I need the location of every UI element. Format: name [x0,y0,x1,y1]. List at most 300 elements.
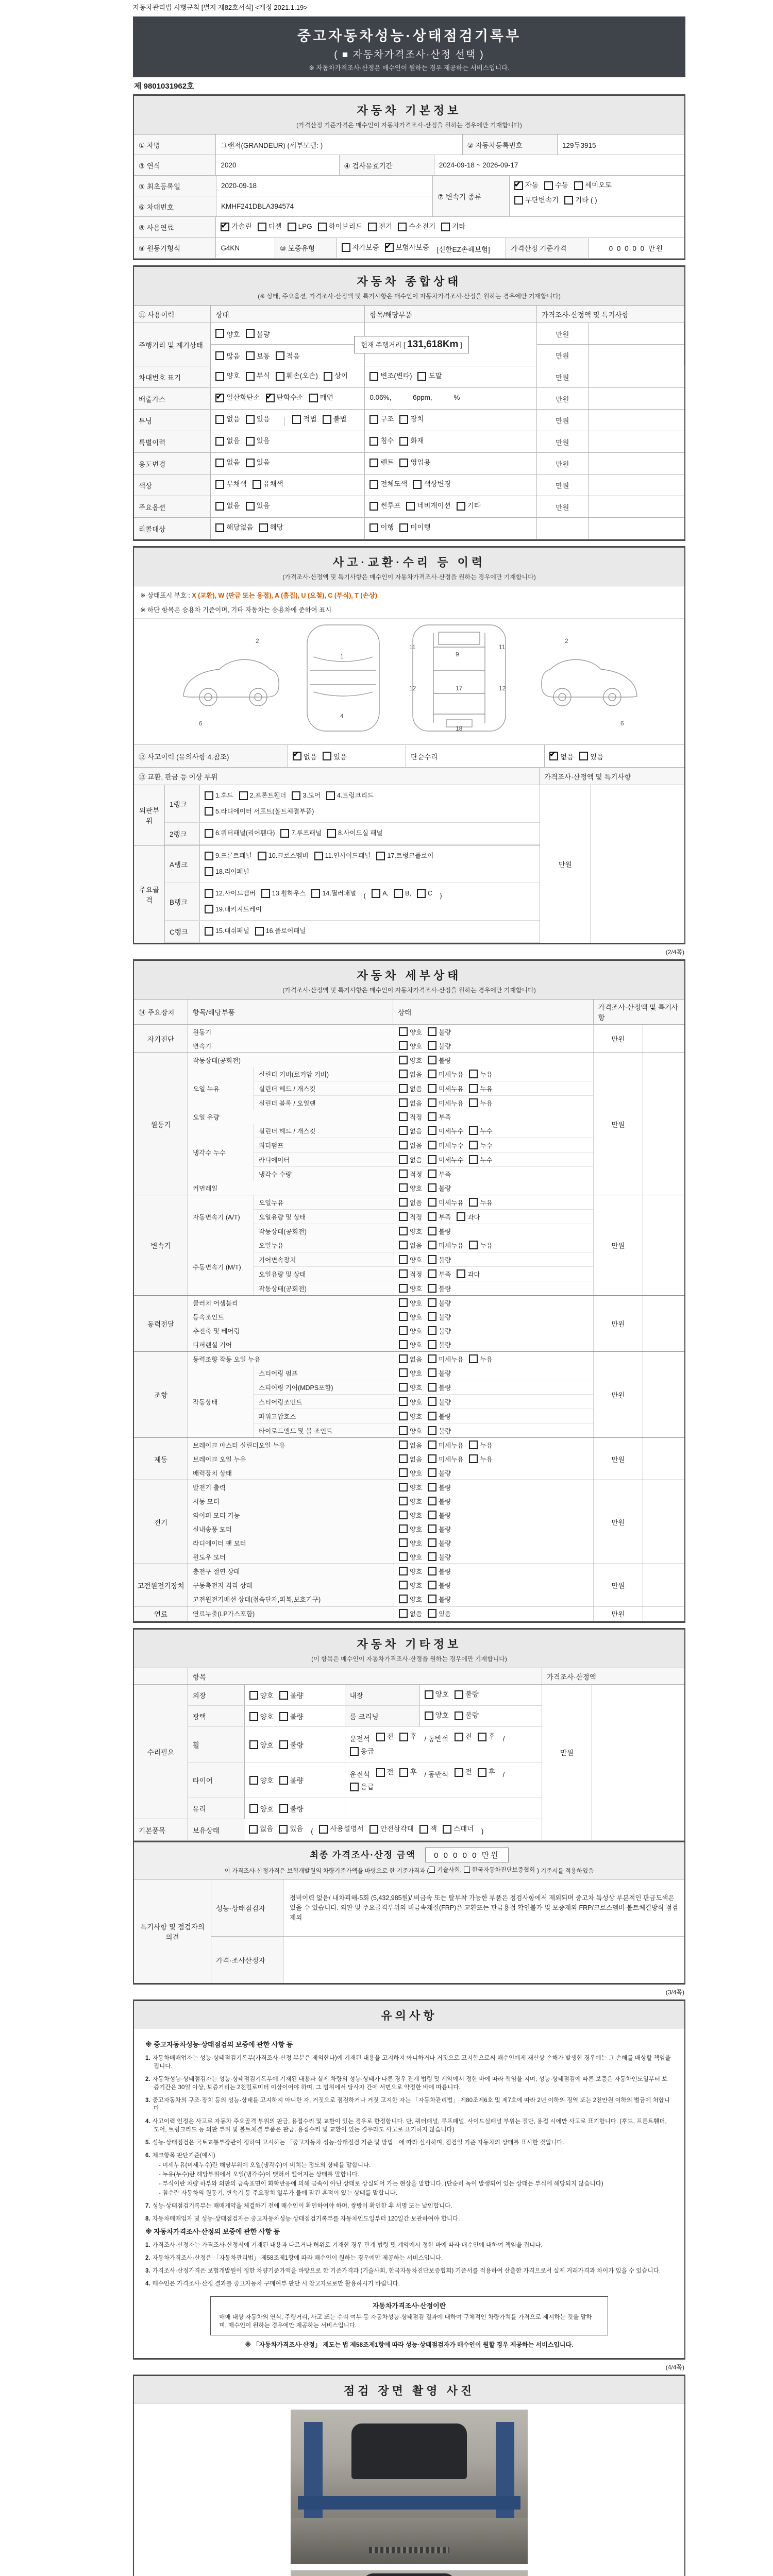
device-item [188,1466,593,1480]
checkbox[interactable] [399,1511,408,1519]
checkbox[interactable] [399,437,408,446]
checkbox[interactable] [249,1740,258,1749]
checkbox[interactable] [428,1440,436,1449]
part-label: 2.프론트휀더 [249,792,287,799]
part-option [314,849,371,862]
checkbox[interactable] [469,1155,478,1164]
option [399,1227,422,1236]
row-label: 용도변경 [134,453,211,474]
sub-item-label: 스티어링 펌프 [254,1366,394,1380]
checkbox[interactable] [215,480,224,489]
rank-parts [200,921,540,942]
checkbox[interactable] [428,1284,436,1293]
checkbox[interactable] [246,329,255,338]
checkbox[interactable] [399,1567,408,1575]
checkbox[interactable] [428,1340,436,1349]
option-label: 구조 [380,415,394,423]
device-group-label: 원동기 [134,1053,188,1195]
device-group [134,1480,684,1564]
checkbox[interactable] [428,1312,436,1321]
appraiser-opinion-text [283,1937,684,1983]
option [425,1709,449,1722]
checkbox[interactable] [399,1468,408,1477]
checkbox[interactable] [261,889,270,898]
checkbox[interactable] [399,459,408,467]
option [428,1183,451,1193]
checkbox[interactable] [215,502,224,511]
checkbox[interactable] [399,1255,408,1264]
checkbox[interactable] [276,351,284,360]
checkbox[interactable] [259,523,268,532]
item-status [394,1039,593,1053]
checkbox[interactable] [399,1212,408,1221]
option-label: 불량 [465,1690,479,1698]
checkbox[interactable] [258,223,266,231]
checkbox[interactable] [428,1212,436,1221]
checkbox[interactable] [288,223,296,231]
checkbox[interactable] [376,852,385,860]
option-label: 불량 [439,1313,451,1321]
option [428,1468,451,1478]
checkbox[interactable] [469,1241,478,1249]
checkbox[interactable] [428,1056,436,1064]
option-label: 미세누유 [439,1455,464,1463]
col-price: 가격조사·산정액 및 특기사항 [537,306,684,323]
checkbox[interactable] [385,243,394,252]
checkbox[interactable] [443,1825,451,1834]
checkbox[interactable] [428,1383,436,1392]
option [399,1084,422,1093]
checkbox[interactable] [469,1354,478,1363]
checkbox[interactable] [276,372,284,381]
checkbox[interactable] [399,1595,408,1603]
device-group [134,1053,684,1195]
checkbox[interactable] [399,1227,408,1235]
checkbox[interactable] [369,1825,378,1834]
overall-title: 자동차 종합상태 [357,275,462,288]
option-label: 누유 [480,1071,493,1078]
checkbox[interactable] [428,1412,436,1420]
checkbox[interactable] [279,1691,288,1700]
option [428,1581,451,1590]
checkbox[interactable] [369,502,378,511]
checkbox[interactable] [399,1768,408,1777]
checkbox[interactable] [399,523,408,532]
option-label: 누수 [480,1127,493,1135]
checkbox[interactable] [399,1241,408,1249]
checkbox[interactable] [428,1609,436,1618]
checkbox[interactable] [428,1326,436,1335]
item-label: 연료누출(LP가스포함) [188,1606,394,1620]
car-name-value: 그랜저(GRANDEUR) (세부모델: ) [216,134,462,155]
option-label: 불량 [439,1596,451,1603]
checkbox[interactable] [399,1340,408,1349]
checkbox[interactable] [215,351,224,360]
checkbox[interactable] [428,1497,436,1505]
checkbox[interactable] [469,1126,478,1135]
checkbox[interactable] [399,1497,408,1505]
checkbox[interactable] [399,1141,408,1149]
checkbox[interactable] [215,329,224,338]
checkbox[interactable] [314,852,323,860]
checkbox[interactable] [399,1284,408,1293]
checkbox[interactable] [221,223,229,231]
item-label: 변속기 [188,1039,394,1053]
checkbox[interactable] [318,223,327,231]
checkbox[interactable] [399,1198,408,1207]
checkbox[interactable] [399,1354,408,1363]
checkbox[interactable] [417,889,426,898]
option-label: 적정 [410,1171,423,1178]
checkbox[interactable] [369,523,378,532]
checkbox[interactable] [399,1312,408,1321]
checkbox[interactable] [292,791,300,800]
checkbox[interactable] [399,1733,408,1741]
checkbox[interactable] [469,1141,478,1149]
checkbox[interactable] [428,1524,436,1533]
checkbox[interactable] [425,1711,433,1720]
checkbox[interactable] [369,437,378,446]
device-group [134,1606,684,1621]
checkbox[interactable] [350,1783,359,1791]
checkbox[interactable] [399,1581,408,1589]
checkbox[interactable] [324,372,332,381]
checkbox[interactable] [455,1733,463,1741]
checkbox[interactable] [205,852,213,860]
option [319,1823,363,1835]
checkbox[interactable] [246,351,255,360]
checkbox[interactable] [327,829,336,838]
option [428,1027,451,1037]
checkbox[interactable] [205,889,213,898]
checkbox[interactable] [399,1383,408,1392]
checkbox[interactable] [398,223,407,231]
checkbox[interactable] [428,1255,436,1264]
detail-condition-section [133,959,685,1623]
checkbox[interactable] [249,1776,258,1785]
checkbox[interactable] [255,927,264,936]
option-label: 후 [488,1768,495,1776]
option-label: 양호 [410,1526,423,1533]
option [399,1412,422,1421]
checkbox[interactable] [428,1454,436,1463]
option-label: 불량 [439,1028,451,1036]
item-status [394,1606,593,1620]
checkbox[interactable] [428,1354,436,1363]
checkbox[interactable] [350,1747,359,1756]
checkbox[interactable] [279,1712,288,1721]
checkbox[interactable] [246,502,255,511]
checkbox[interactable] [323,415,331,424]
checkbox[interactable] [369,372,378,381]
checkbox[interactable] [399,1155,408,1164]
item-group-label: 오일 누유 [188,1067,254,1110]
checkbox[interactable] [428,1298,436,1307]
part-label: 8.사이드실 패널 [338,829,383,837]
checkbox[interactable] [455,1768,463,1777]
checkbox[interactable] [399,415,408,424]
etc-row-label: 광택 [188,1706,245,1726]
checkbox[interactable] [399,1454,408,1463]
checkbox[interactable] [399,1412,408,1420]
option-label: 누유 [480,1242,493,1249]
checkbox[interactable] [428,1269,436,1278]
checkbox[interactable] [292,415,301,424]
option-label: 이행 [380,523,394,531]
checkbox[interactable] [399,1183,408,1192]
checkbox[interactable] [399,1027,408,1036]
checkbox[interactable] [455,1711,463,1720]
checkbox[interactable] [428,1552,436,1561]
checkbox[interactable] [369,459,378,467]
checkbox[interactable] [399,1483,408,1492]
checkbox[interactable] [215,523,224,532]
checkbox[interactable] [311,889,320,898]
option-label: 미세누수 [439,1156,464,1164]
checkbox[interactable] [441,223,450,231]
checkbox[interactable] [428,1538,436,1547]
checkbox[interactable] [376,1733,385,1741]
device-item [188,1039,593,1053]
part-label: 14.필러패널 [322,890,357,897]
checkbox[interactable] [215,372,224,381]
checkbox[interactable] [428,1126,436,1135]
checkbox[interactable] [266,394,275,402]
checkbox[interactable] [428,1041,436,1050]
checkbox[interactable] [478,1768,486,1777]
notice-sub-item: - 미세누유(미세누수)란 해당부위에 오일(냉각수)이 비치는 정도의 상태를 말합니다. [159,2162,371,2168]
checkbox[interactable] [428,1468,436,1477]
checkbox[interactable] [215,394,224,402]
option [428,1126,463,1136]
checkbox[interactable] [279,1776,288,1785]
checkbox[interactable] [399,1524,408,1533]
row-label: 차대번호 표기 [134,366,211,388]
checkbox[interactable] [469,1440,478,1449]
price-cell: 만원 [537,431,589,453]
sub-item-status [394,1210,593,1224]
checkbox[interactable] [399,1298,408,1307]
checkbox[interactable] [215,459,224,467]
sub-item-status [394,1423,593,1437]
checkbox[interactable] [399,1170,408,1178]
checkbox[interactable] [478,1733,486,1741]
checkbox[interactable] [279,1825,288,1834]
part-option [205,887,256,900]
checkbox[interactable] [464,1867,470,1873]
part-label: 7.루프패널 [291,829,322,837]
basic-info-title: 자동차 기본정보 [357,104,462,117]
checkbox[interactable] [574,181,583,190]
checkbox[interactable] [369,480,378,489]
year-label: ③ 연식 [134,155,216,176]
checkbox[interactable] [249,1712,258,1721]
checkbox[interactable] [428,1368,436,1377]
checkbox[interactable] [309,394,318,402]
part-option [205,849,252,862]
option [246,413,270,426]
checkbox[interactable] [428,1070,436,1078]
checkbox[interactable] [215,437,224,446]
checkbox[interactable] [457,1212,465,1221]
option-label: 네비게이션 [417,502,451,510]
checkbox[interactable] [428,1155,436,1164]
checkbox[interactable] [399,1070,408,1078]
option-label: 장치 [410,415,424,423]
checkbox[interactable] [399,1098,408,1107]
checkbox[interactable] [342,243,350,252]
checkbox[interactable] [279,1804,288,1813]
checkbox[interactable] [258,852,266,860]
checkbox[interactable] [399,1397,408,1406]
checkbox[interactable] [246,415,255,424]
checkbox[interactable] [249,1691,258,1700]
checkbox[interactable] [428,1241,436,1249]
checkbox[interactable] [549,752,558,760]
checkbox[interactable] [368,223,377,231]
option-label: 양호 [410,1285,423,1293]
checkbox[interactable] [428,1027,436,1036]
checkbox[interactable] [469,1084,478,1093]
option-label: 있음 [256,502,270,510]
checkbox[interactable] [249,1825,258,1834]
checkbox[interactable] [372,889,380,898]
checkbox[interactable] [428,1595,436,1603]
row-item [365,453,537,474]
checkbox[interactable] [428,1170,436,1178]
checkbox[interactable] [428,1112,436,1121]
checkbox[interactable] [399,1041,408,1050]
checkbox[interactable] [514,196,523,205]
checkbox[interactable] [428,1141,436,1149]
item-group-label: 자동변속기 (A/T) [188,1195,254,1238]
checkbox[interactable] [417,372,426,381]
etc-row-extra [420,1706,542,1726]
checkbox[interactable] [399,1084,408,1093]
checkbox[interactable] [399,1326,408,1335]
overall-row [134,388,684,410]
checkbox[interactable] [215,415,224,424]
checkbox[interactable] [249,1804,258,1813]
checkbox[interactable] [399,1538,408,1547]
etc-info-section [133,1628,685,1985]
checkbox[interactable] [399,1056,408,1064]
checkbox[interactable] [205,829,213,838]
checkbox[interactable] [429,1867,435,1873]
option [399,1212,422,1222]
checkbox[interactable] [205,905,213,913]
checkbox[interactable] [455,1690,463,1699]
row-status [211,518,365,539]
checkbox[interactable] [457,1269,465,1278]
checkbox[interactable] [323,752,331,760]
checkbox[interactable] [326,791,335,800]
checkbox[interactable] [205,927,213,936]
checkbox[interactable] [428,1227,436,1235]
checkbox[interactable] [399,1368,408,1377]
checkbox[interactable] [399,1126,408,1135]
overall-row [134,496,684,518]
checkbox[interactable] [399,1269,408,1278]
checkbox[interactable] [399,1440,408,1449]
option-label: 불량 [439,1042,451,1050]
checkbox[interactable] [469,1098,478,1107]
checkbox[interactable] [279,1740,288,1749]
checkbox[interactable] [293,752,301,760]
checkbox[interactable] [457,502,465,511]
checkbox[interactable] [428,1198,436,1207]
checkbox[interactable] [579,752,588,760]
checkbox[interactable] [399,1112,408,1121]
checkbox[interactable] [394,889,403,898]
checkbox[interactable] [239,791,248,800]
checkbox[interactable] [399,1609,408,1618]
checkbox[interactable] [469,1454,478,1463]
checkbox[interactable] [428,1581,436,1589]
checkbox[interactable] [253,480,261,489]
checkbox[interactable] [544,181,553,190]
checkbox[interactable] [428,1483,436,1492]
device-item [188,1053,593,1067]
sub-item-label: 스티어링 기어(MDPS포함) [254,1380,394,1394]
checkbox[interactable] [319,1825,328,1834]
repair-needed-label: 수리필요 [134,1685,188,1819]
checkbox[interactable] [428,1426,436,1435]
checkbox[interactable] [399,1426,408,1435]
checkbox[interactable] [205,807,213,816]
checkbox[interactable] [428,1183,436,1192]
checkbox[interactable] [246,372,255,381]
checkbox[interactable] [369,415,378,424]
checkbox[interactable] [413,480,422,489]
device-item [188,1324,593,1337]
checkbox[interactable] [246,437,255,446]
price-cell: 만원 [537,474,589,496]
option [441,221,465,233]
checkbox[interactable] [246,459,255,467]
checkbox[interactable] [399,1552,408,1561]
checkbox[interactable] [428,1397,436,1406]
checkbox[interactable] [469,1070,478,1078]
option-label: 불량 [439,1427,451,1435]
vin-label: ⑥ 차대번호 [134,196,216,217]
checkbox[interactable] [428,1511,436,1519]
checkbox[interactable] [205,791,213,800]
rank-label: A랭크 [165,845,200,883]
checkbox[interactable] [406,502,415,511]
checkbox[interactable] [428,1567,436,1575]
rank-parts [200,845,540,883]
checkbox[interactable] [428,1084,436,1093]
diagram-part-number: 11 [499,643,506,651]
device-group [134,1352,684,1438]
checkbox[interactable] [514,181,523,190]
checkbox[interactable] [428,1098,436,1107]
row-item [365,474,537,496]
checkbox[interactable] [425,1690,433,1699]
checkbox[interactable] [376,1768,385,1777]
checkbox[interactable] [205,867,213,876]
etc-price-header: 가격조사·산정액 [542,1668,684,1685]
checkbox[interactable] [564,196,573,205]
overall-row [134,453,684,474]
option-label: 불량 [439,1341,451,1349]
checkbox[interactable] [280,829,289,838]
checkbox[interactable] [419,1825,428,1834]
checkbox[interactable] [469,1198,478,1207]
option [369,478,407,490]
transmission-label: ⑦ 변속기 종류 [433,176,510,217]
